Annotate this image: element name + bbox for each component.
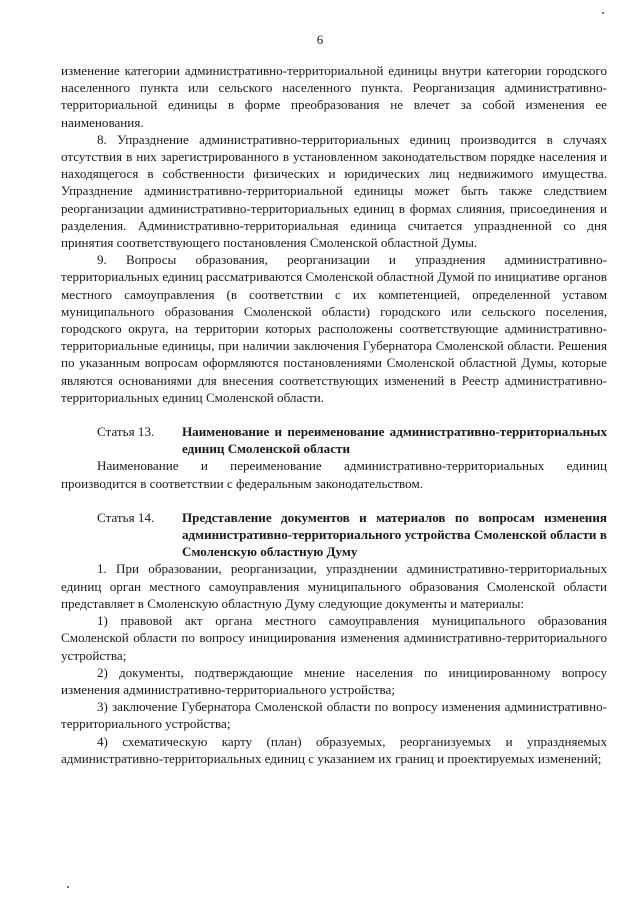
article-14-paragraph-1: 1. При образовании, реорганизации, упразднении административно-территориальных единиц орган местного самоуправления муниципального образования Смоленской области представляет в Смоленскую областную Думу следующие документы и материалы: bbox=[61, 561, 607, 611]
article-14-heading bbox=[61, 509, 607, 561]
article-13-heading bbox=[61, 423, 607, 457]
article-14-item-2: 2) документы, подтверждающие мнение населения по инициированному вопросу изменения административно-территориального устройства; bbox=[61, 664, 607, 697]
article-14-item-1: 1) правовой акт органа местного самоуправления муниципального образования Смоленской области по вопросу инициирования изменения административно-территориального устройства; bbox=[61, 613, 607, 663]
article-13-title: Наименование и переименование административно-территориальных единиц Смоленской области bbox=[182, 424, 607, 457]
scan-speck bbox=[602, 12, 604, 14]
article-14-label: Статья 14. bbox=[97, 509, 155, 525]
article-14-title: Представление документов и материалов по вопросам изменения административно-территориального устройства Смоленской области в Смоленскую областную Думу bbox=[182, 509, 607, 560]
paragraph-item-9: 9. Вопросы образования, реорганизации и упразднения административно-территориальных единиц рассматриваются Смоленской областной Думой по инициативе органов местного самоуправления (в соответствии с их компетенцией, определенной уставом муниципального образования Смоленской области) городского или сельского поселения, городского округа, на территории которых расположены соответствующие административно-территориальные единицы, при наличии заключения Губернатора Смоленской области. Решения по указанным вопросам оформляются постановлениями Смоленской областной Думы, которые являются основаниями для внесения соответствующих изменений в Реестр административно-территориальных единиц Смоленской области. bbox=[61, 252, 607, 405]
article-13-label: Статья 13. bbox=[97, 424, 155, 440]
article-13-text: Наименование и переименование административно-территориальных единиц производится в соответствии с федеральным законодательством. bbox=[61, 458, 607, 491]
article-14-item-3: 3) заключение Губернатора Смоленской области по вопросу изменения административно-территориального устройства; bbox=[61, 699, 607, 732]
document-body bbox=[61, 62, 607, 767]
scan-speck bbox=[67, 886, 69, 888]
paragraph-continuation: изменение категории административно-территориальной единицы внутри категории городского населенного пункта или сельского населенного пункта. Реорганизация административно-территориальной единицы в форме преобразования не влечет за собой изменения ее наименования. bbox=[61, 63, 607, 130]
page-number: 6 bbox=[316, 32, 324, 47]
paragraph-item-8: 8. Упразднение административно-территориальных единиц производится в случаях отсутствия в них зарегистрированного в установленном законодательством порядке населения и находящегося в собственности физических и юридических лиц недвижимого имущества. Упразднение административно-территориальной единицы может быть также следствием реорганизации административно-территориальных единиц в формах слияния, присоединения и разделения. Административно-территориальная единица считается упраздненной со дня принятия соответствующего постановления Смоленской областной Думы. bbox=[61, 131, 607, 251]
article-14-item-4: 4) схематическую карту (план) образуемых, реорганизуемых и упраздняемых административно-территориальных единиц с указанием их границ и проектируемых изменений; bbox=[61, 733, 607, 766]
